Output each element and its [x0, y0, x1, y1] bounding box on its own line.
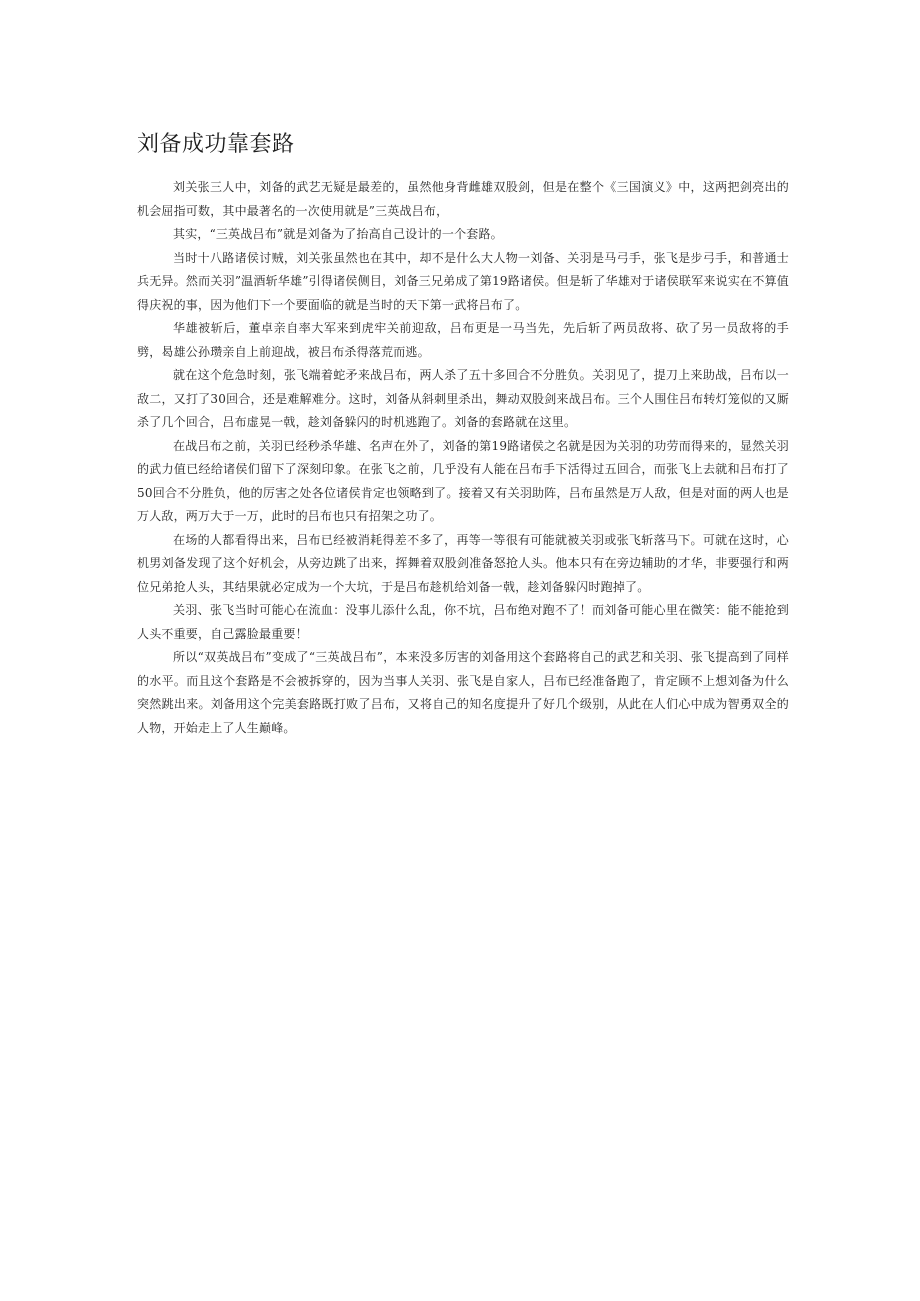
paragraph-6: 在战吕布之前，关羽已经秒杀华雄、名声在外了，刘备的第19路诸侯之名就是因为关羽的功劳而得来的，显然关羽的武力值已经给诸侯们留下了深刻印象。在张飞之前，几乎没有人能在吕布手下活得过五回合，而张飞上去就和吕布打了50回合不分胜负，他的厉害之处各位诸侯肯定也领略到了。接着又有关羽助阵，吕布虽然是万人敌，但是对面的两人也是万人敌，两万大于一万，此时的吕布也只有招架之功了。 [137, 438, 789, 523]
article-title: 刘备成功靠套路 [137, 132, 295, 157]
paragraph-8: 关羽、张飞当时可能心在流血：没事儿添什么乱，你不坑，吕布绝对跑不了！而刘备可能心里在微笑：能不能抢到人头不重要，自己露脸最重要！ [137, 603, 789, 641]
article [137, 128, 789, 740]
paragraph-2: 其实，“三英战吕布”就是刘备为了抬高自己设计的一个套路。 [173, 227, 503, 241]
paragraph-1: 刘关张三人中，刘备的武艺无疑是最差的，虽然他身背雌雄双股剑，但是在整个《三国演义》中，这两把剑亮出的机会屈指可数，其中最著名的一次使用就是”三英战吕布， [137, 180, 789, 218]
paragraph-4: 华雄被斩后，董卓亲自率大军来到虎牢关前迎敌，吕布更是一马当先，先后斩了两员敌将、砍了另一员敌将的手劈，曷雄公孙瓒亲自上前迎战，被吕布杀得落荒而逃。 [137, 321, 789, 359]
paragraph-5: 就在这个危急时刻，张飞端着蛇矛来战吕布，两人杀了五十多回合不分胜负。关羽见了，提刀上来助战，吕布以一敌二，又打了30回合，还是难解难分。这时，刘备从斜刺里杀出，舞动双股剑来战吕布。三个人围住吕布转灯笼似的又厮杀了几个回合，吕布虚晃一戟，趁刘备躲闪的时机逃跑了。刘备的套路就在这里。 [137, 368, 789, 429]
paragraph-9: 所以“双英战吕布”变成了“三英战吕布”，本来没多厉害的刘备用这个套路将自己的武艺和关羽、张飞提高到了同样的水平。而且这个套路是不会被拆穿的，因为当事人关羽、张飞是自家人，吕布已经准备跑了，肯定顾不上想刘备为什么突然跳出来。刘备用这个完美套路既打败了吕布，又将自己的知名度提升了好几个级别，从此在人们心中成为智勇双全的人物，开始走上了人生巅峰。 [137, 650, 789, 735]
paragraph-7: 在场的人都看得出来，吕布已经被消耗得差不多了，再等一等很有可能就被关羽或张飞斩落马下。可就在这时，心机男刘备发现了这个好机会，从旁边跳了出来，挥舞着双股剑准备怒抢人头。他本只有在旁边辅助的才华，非要强行和两位兄弟抢人头，其结果就必定成为一个大坑，于是吕布趁机给刘备一戟，趁刘备躲闪时跑掉了。 [137, 532, 789, 594]
paragraph-3: 当时十八路诸侯讨贼，刘关张虽然也在其中，却不是什么大人物一刘备、关羽是马弓手，张飞是步弓手，和普通士兵无异。然而关羽”温酒斩华雄”引得诸侯侧目，刘备三兄弟成了第19路诸侯。但是斩了华雄对于诸侯联军来说实在不算值得庆祝的事，因为他们下一个要面临的就是当时的天下第一武将吕布了。 [137, 250, 789, 312]
